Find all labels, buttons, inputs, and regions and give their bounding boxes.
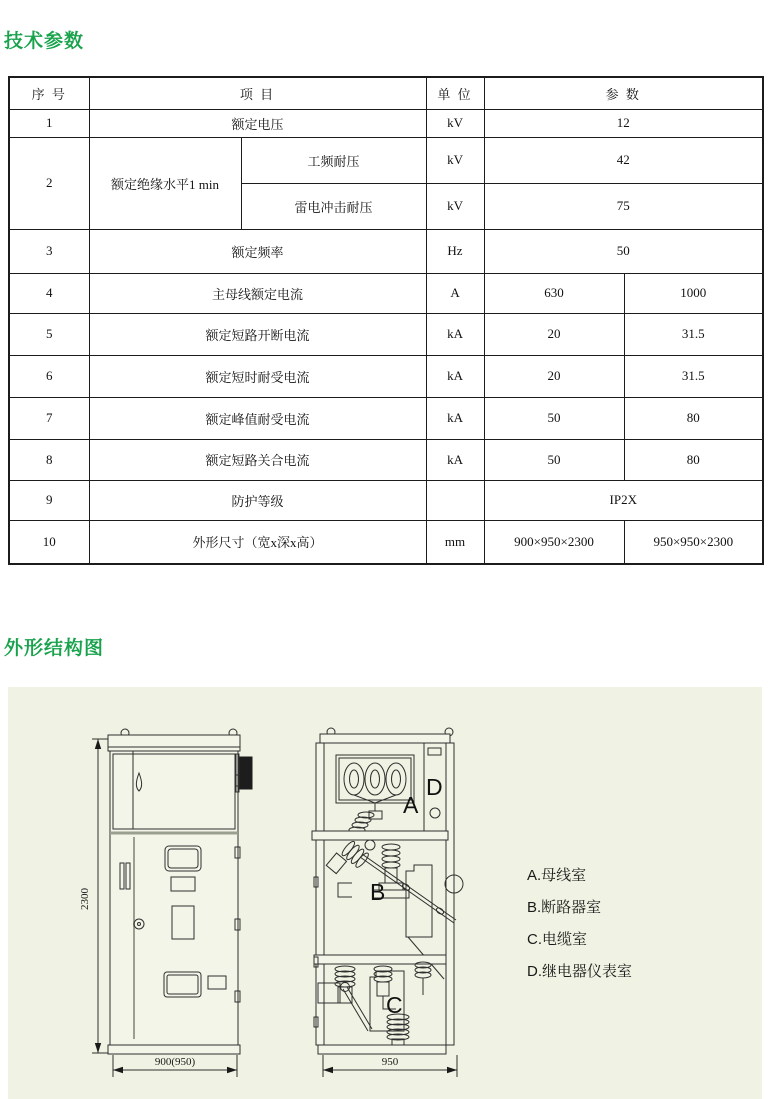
tech-params-table — [8, 76, 764, 565]
cabinet-section-view — [312, 728, 463, 1054]
cell-param-1: 630 — [484, 273, 624, 313]
compartment-c-label: C — [386, 992, 403, 1018]
cell-unit: kA — [426, 439, 484, 480]
cell-item: 防护等级 — [89, 480, 426, 520]
table-row — [9, 109, 763, 137]
dim-width-front-label: 900(950) — [154, 1056, 196, 1068]
cell-item: 额定绝缘水平1 min — [89, 137, 241, 229]
header-item: 项 目 — [89, 77, 426, 109]
cell-param-1: 20 — [484, 355, 624, 397]
cell-unit: A — [426, 273, 484, 313]
legend-item: D.继电器仪表室 — [527, 963, 633, 980]
cell-param-2: 1000 — [624, 273, 763, 313]
side-handle-icon — [239, 757, 252, 789]
cell-unit: kA — [426, 397, 484, 439]
cell-no: 8 — [9, 439, 89, 480]
table-row — [9, 313, 763, 355]
cell-unit: kV — [426, 137, 484, 183]
cabinet-front-view — [108, 729, 252, 1054]
table-row — [9, 273, 763, 313]
cell-item: 外形尺寸（宽x深x高） — [89, 520, 426, 564]
cell-param-1: 20 — [484, 313, 624, 355]
dim-width-side-label: 950 — [381, 1056, 399, 1068]
header-index: 序 号 — [9, 77, 89, 109]
cell-unit: mm — [426, 520, 484, 564]
cell-no: 5 — [9, 313, 89, 355]
table-row — [9, 397, 763, 439]
table-row — [9, 355, 763, 397]
diagram-legend — [527, 867, 632, 980]
cell-param: 75 — [484, 183, 763, 229]
cell-unit — [426, 480, 484, 520]
legend-item: C.电缆室 — [527, 931, 588, 948]
cell-param-2: 31.5 — [624, 355, 763, 397]
cell-item: 额定电压 — [89, 109, 426, 137]
ribbed-bushing-icon — [349, 812, 374, 833]
dim-height-label: 2300 — [79, 888, 91, 910]
table-row — [9, 439, 763, 480]
cell-no: 1 — [9, 109, 89, 137]
cell-item: 额定短路开断电流 — [89, 313, 426, 355]
cell-param-2: 31.5 — [624, 313, 763, 355]
dimension-height-2300 — [79, 739, 111, 1053]
compartment-c-internals — [318, 962, 431, 1045]
legend-item: B.断路器室 — [527, 899, 602, 916]
compartment-a-label: A — [403, 792, 419, 818]
structure-diagram-panel — [8, 687, 762, 1099]
cell-param: 42 — [484, 137, 763, 183]
cell-unit: Hz — [426, 229, 484, 273]
cell-item: 额定峰值耐受电流 — [89, 397, 426, 439]
cell-unit: kV — [426, 109, 484, 137]
structure-diagram — [8, 687, 762, 1099]
cell-item: 额定频率 — [89, 229, 426, 273]
cell-unit: kA — [426, 313, 484, 355]
cell-param: 12 — [484, 109, 763, 137]
compartment-b-label: B — [370, 879, 386, 905]
cell-no: 7 — [9, 397, 89, 439]
table-header-row — [9, 77, 763, 109]
dimension-width-side — [323, 1055, 457, 1077]
cell-param-2: 950×950×2300 — [624, 520, 763, 564]
cell-param-2: 80 — [624, 397, 763, 439]
table-row — [9, 480, 763, 520]
cell-no: 9 — [9, 480, 89, 520]
cell-no: 2 — [9, 137, 89, 229]
cell-no: 3 — [9, 229, 89, 273]
cell-no: 6 — [9, 355, 89, 397]
cell-param-2: 80 — [624, 439, 763, 480]
section-title-tech-params: 技术参数 — [4, 31, 85, 52]
cell-item: 额定短路关合电流 — [89, 439, 426, 480]
table-row — [9, 229, 763, 273]
header-param: 参 数 — [484, 77, 763, 109]
cell-param: 50 — [484, 229, 763, 273]
header-unit: 单 位 — [426, 77, 484, 109]
cell-param: IP2X — [484, 480, 763, 520]
cell-item: 主母线额定电流 — [89, 273, 426, 313]
cell-no: 10 — [9, 520, 89, 564]
cell-unit: kV — [426, 183, 484, 229]
cell-param-1: 50 — [484, 439, 624, 480]
compartment-d-label: D — [426, 774, 443, 800]
table-row — [9, 520, 763, 564]
table-row — [9, 137, 763, 183]
cell-unit: kA — [426, 355, 484, 397]
cell-subitem: 雷电冲击耐压 — [241, 183, 426, 229]
section-title-outline: 外形结构图 — [4, 638, 105, 659]
cell-item: 额定短时耐受电流 — [89, 355, 426, 397]
cell-no: 4 — [9, 273, 89, 313]
cell-param-1: 50 — [484, 397, 624, 439]
cell-subitem: 工频耐压 — [241, 137, 426, 183]
dimension-width-front — [113, 1055, 237, 1077]
cell-param-1: 900×950×2300 — [484, 520, 624, 564]
legend-item: A.母线室 — [527, 867, 587, 884]
busbar-insulators-icon — [344, 763, 406, 803]
